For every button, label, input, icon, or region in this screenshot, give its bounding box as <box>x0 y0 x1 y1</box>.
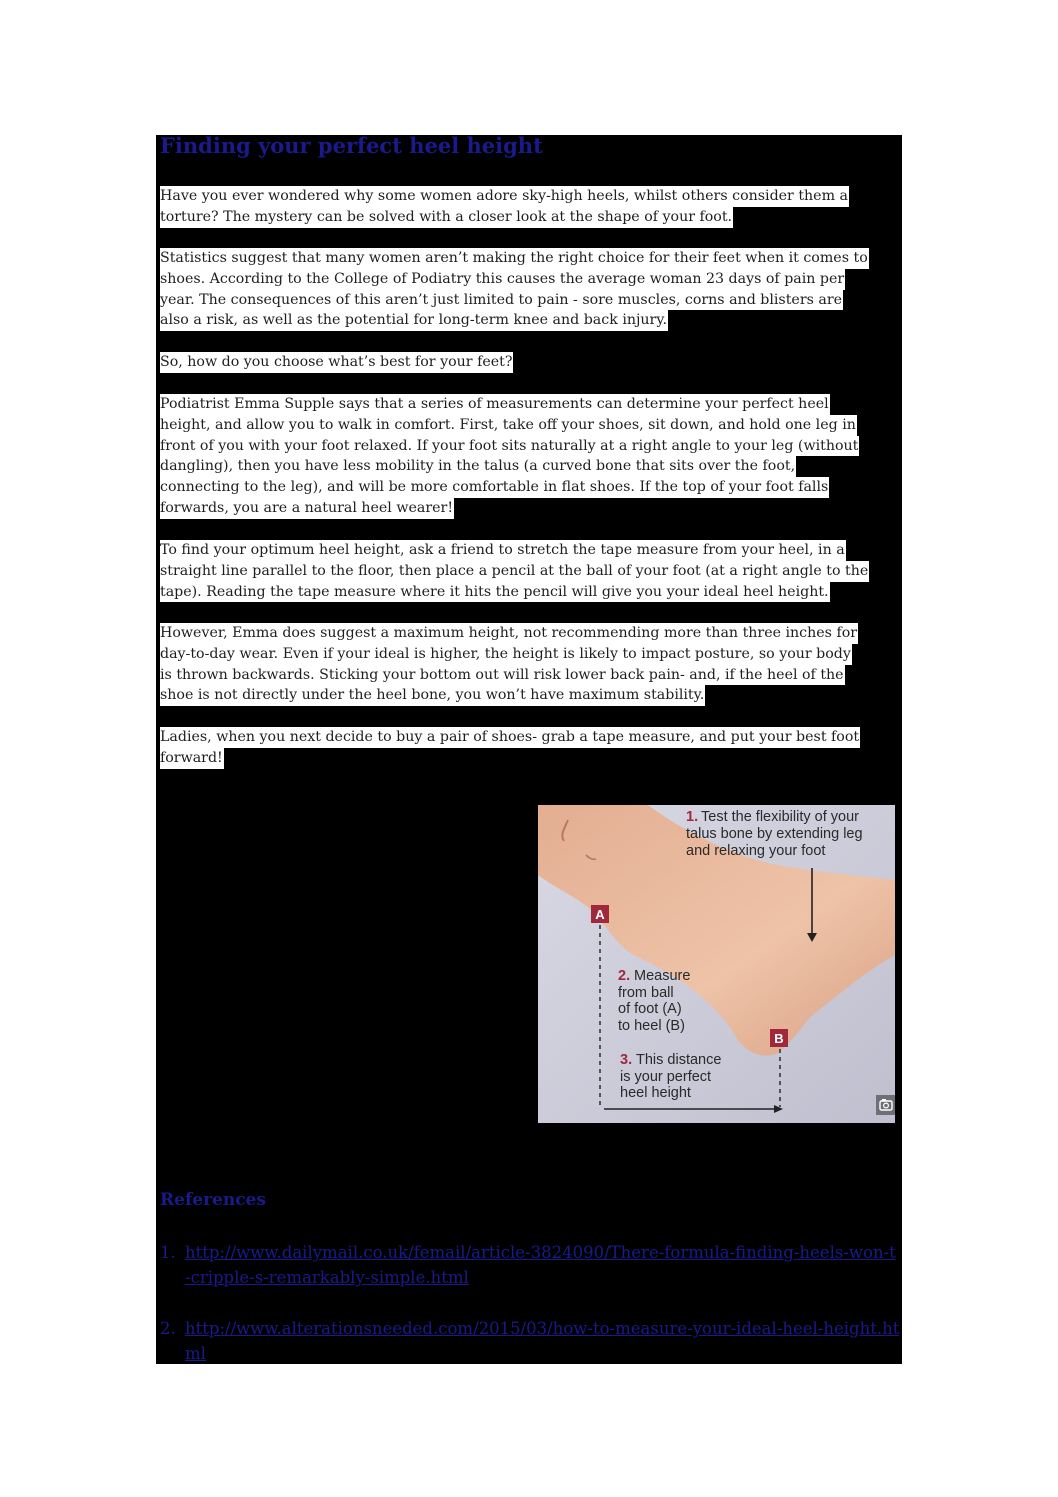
text-line: straight line parallel to the floor, then place a pencil at the ball of your foot (at a right angle to the <box>160 561 869 582</box>
text-line: However, Emma does suggest a maximum height, not recommending more than three inches for <box>160 623 858 644</box>
step2-line: to heel (B) <box>618 1018 685 1034</box>
reference-number: 1. <box>160 1243 176 1262</box>
text-line: Have you ever wondered why some women adore sky-high heels, whilst others consider them a <box>160 186 849 207</box>
text-line: tape). Reading the tape measure where it hits the pencil will give you your ideal heel height. <box>160 582 830 603</box>
text-line: height, and allow you to walk in comfort. First, take off your shoes, sit down, and hold one leg in <box>160 415 857 436</box>
step3-number: 3. <box>620 1052 633 1068</box>
foot-measurement-figure <box>538 805 895 1123</box>
text-line: day-to-day wear. Even if your ideal is higher, the height is likely to impact posture, so your body <box>160 644 852 665</box>
text-line: dangling), then you have less mobility in the talus (a curved bone that sits over the foot, <box>160 456 796 477</box>
step2-number: 2. <box>618 968 631 984</box>
text-line: To find your optimum heel height, ask a friend to stretch the tape measure from your heel, in a <box>160 540 846 561</box>
paragraph-question <box>160 352 900 373</box>
camera-icon <box>876 1095 895 1115</box>
text-line: Podiatrist Emma Supple says that a series of measurements can determine your perfect heel <box>160 394 830 415</box>
step1-number: 1. <box>686 809 699 825</box>
reference-link[interactable]: http://www.dailymail.co.uk/femail/article-3824090/There-formula-finding-heels-won-t-cripple-s-remarkably-simple.html <box>185 1243 896 1287</box>
text-line: shoe is not directly under the heel bone, you won’t have maximum stability. <box>160 685 705 706</box>
step2-line: from ball <box>618 985 674 1001</box>
text-line: So, how do you choose what’s best for your feet? <box>160 352 513 373</box>
article-title: Finding your perfect heel height <box>160 133 543 158</box>
paragraph-statistics <box>160 248 900 331</box>
marker-b: B <box>774 1031 784 1046</box>
step3-line: is your perfect <box>620 1069 712 1085</box>
paragraph-optimum <box>160 540 900 602</box>
marker-a: A <box>595 907 605 922</box>
paragraph-maximum <box>160 623 900 706</box>
text-line: Statistics suggest that many women aren’t making the right choice for their feet when it comes to <box>160 248 869 269</box>
paragraph-closing <box>160 727 900 769</box>
references-list <box>160 1240 900 1392</box>
paragraph-podiatrist <box>160 394 900 519</box>
step1-line: and relaxing your foot <box>686 843 826 859</box>
text-line: torture? The mystery can be solved with a closer look at the shape of your foot. <box>160 207 733 228</box>
step1-line: talus bone by extending leg <box>686 826 863 842</box>
paragraph-intro <box>160 186 900 228</box>
text-line: forwards, you are a natural heel wearer! <box>160 498 454 519</box>
step3-line: heel height <box>620 1085 691 1101</box>
step1-line: Test the flexibility of your <box>701 809 859 825</box>
text-line: front of you with your foot relaxed. If your foot sits naturally at a right angle to your leg (without <box>160 436 859 457</box>
reference-item <box>160 1240 900 1290</box>
text-line: forward! <box>160 748 224 769</box>
step3-line: This distance <box>636 1052 722 1068</box>
reference-number: 2. <box>160 1319 176 1338</box>
reference-link[interactable]: http://www.alterationsneeded.com/2015/03/how-to-measure-your-ideal-heel-height.html <box>185 1319 900 1363</box>
text-line: shoes. According to the College of Podiatry this causes the average woman 23 days of pain per <box>160 269 845 290</box>
text-line: year. The consequences of this aren’t just limited to pain - sore muscles, corns and blisters are <box>160 290 843 311</box>
step2-line: Measure <box>634 968 691 984</box>
text-line: also a risk, as well as the potential for long-term knee and back injury. <box>160 310 668 331</box>
text-line: is thrown backwards. Sticking your bottom out will risk lower back pain- and, if the heel of the <box>160 665 845 686</box>
step2-line: of foot (A) <box>618 1001 682 1017</box>
text-line: connecting to the leg), and will be more comfortable in flat shoes. If the top of your foot falls <box>160 477 829 498</box>
text-line: Ladies, when you next decide to buy a pair of shoes- grab a tape measure, and put your best foot <box>160 727 860 748</box>
reference-item <box>160 1316 900 1366</box>
references-title: References <box>160 1190 266 1210</box>
